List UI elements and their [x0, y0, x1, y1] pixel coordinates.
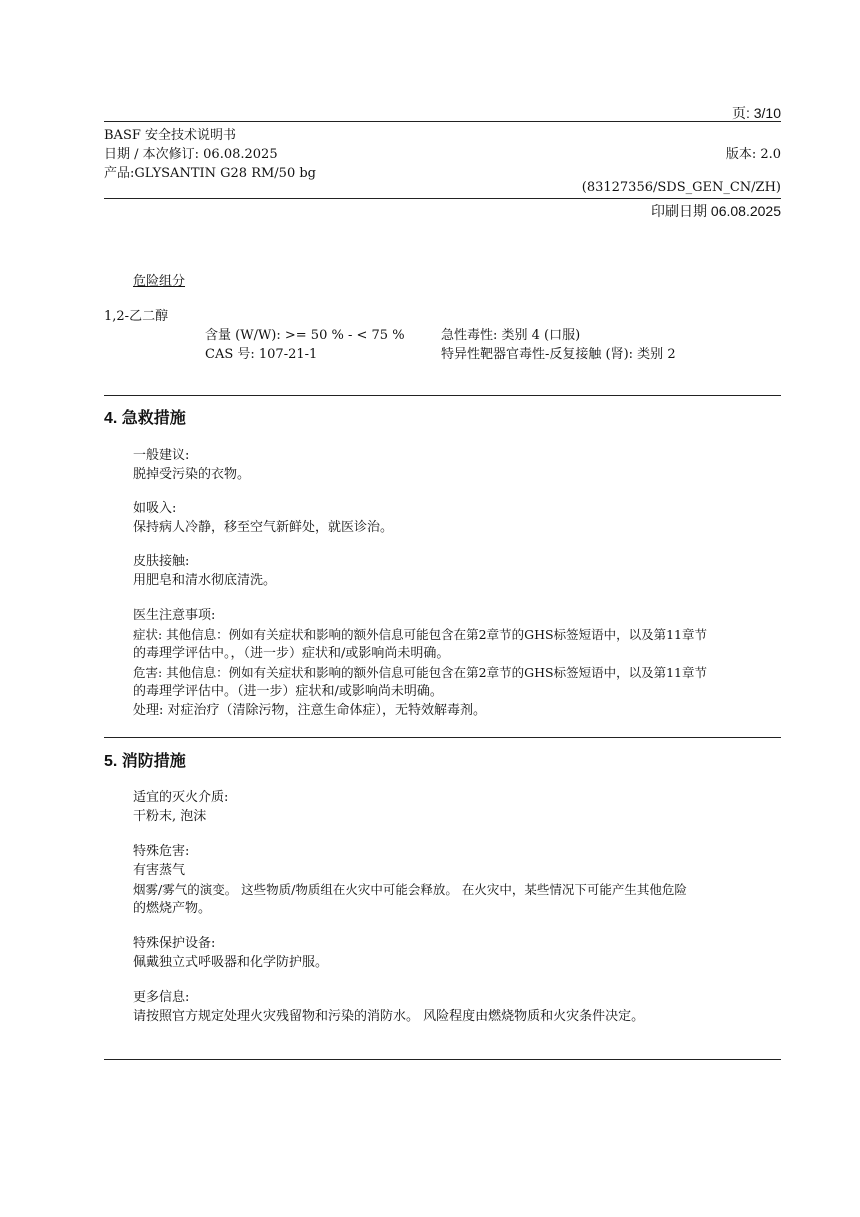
- text-line: 的毒理学评估中。，（进一步）症状和/或影响尚未明确。: [133, 646, 450, 661]
- text-line: 请按照官方规定处理火灾残留物和污染的消防水。 风险程度由燃烧物质和火灾条件决定。: [133, 1009, 645, 1024]
- version: 版本: 2.0: [725, 147, 781, 162]
- text-line: 皮肤接触:: [133, 554, 190, 569]
- hazard-class-acute: 急性毒性: 类别 4 (口服): [441, 328, 581, 343]
- text-line: 医生注意事项:: [133, 608, 216, 623]
- revision-date: 日期 / 本次修订: 06.08.2025: [104, 147, 278, 162]
- text-line: 烟雾/雾气的演变。 这些物质/物质组在火灾中可能会释放。 在火灾中，某些情况下可能产生其他危险: [133, 882, 687, 897]
- section-rule: [104, 737, 781, 738]
- text-line: 佩戴独立式呼吸器和化学防护服。: [133, 955, 329, 970]
- page-number: 页: 3/10: [731, 105, 781, 121]
- document-title: BASF 安全技术说明书: [104, 128, 236, 143]
- text-line: 的毒理学评估中。（进一步）症状和/或影响尚未明确。: [133, 684, 443, 699]
- text-line: 特殊保护设备:: [133, 936, 216, 951]
- text-line: 有害蒸气: [133, 863, 186, 878]
- hazard-class-stot: 特异性靶器官毒性-反复接触 (肾): 类别 2: [441, 347, 676, 362]
- text-line: 危害: 其他信息：例如有关症状和影响的额外信息可能包含在第2章节的GHS标签短语中，以及第11章节: [133, 665, 707, 680]
- text-line: 的燃烧产物。: [133, 901, 212, 916]
- document-code: (83127356/SDS_GEN_CN/ZH): [581, 180, 781, 195]
- header-rule-top: [104, 121, 781, 122]
- section-4-heading: 4. 急救措施: [104, 410, 186, 427]
- text-line: 特殊危害:: [133, 844, 190, 859]
- text-line: 如吸入:: [133, 501, 177, 516]
- text-line: 症状: 其他信息：例如有关症状和影响的额外信息可能包含在第2章节的GHS标签短语中，以及第11章节: [133, 627, 707, 642]
- text-line: 保持病人冷静，移至空气新鲜处，就医诊治。: [133, 520, 394, 535]
- hazard-components-title: 危险组分: [133, 274, 186, 289]
- section-5-heading: 5. 消防措施: [104, 753, 186, 770]
- section-rule: [104, 395, 781, 396]
- text-line: 干粉末, 泡沫: [133, 809, 207, 824]
- text-line: 脱掉受污染的衣物。: [133, 467, 251, 482]
- text-line: 更多信息:: [133, 990, 190, 1005]
- header-rule-bottom: [104, 198, 781, 199]
- cas-number: CAS 号: 107-21-1: [205, 347, 318, 362]
- text-line: 一般建议:: [133, 448, 190, 463]
- product-name: 产品:GLYSANTIN G28 RM/50 bg: [104, 166, 316, 181]
- substance-content: 含量 (W/W): >= 50 % - < 75 %: [205, 328, 405, 343]
- text-line: 处理: 对症治疗（清除污物，注意生命体症），无特效解毒剂。: [133, 703, 487, 718]
- text-line: 适宜的灭火介质:: [133, 790, 229, 805]
- text-line: 用肥皂和清水彻底清洗。: [133, 573, 277, 588]
- substance-name: 1,2-乙二醇: [104, 309, 169, 324]
- print-date: 印刷日期 06.08.2025: [651, 203, 781, 219]
- section-rule: [104, 1059, 781, 1060]
